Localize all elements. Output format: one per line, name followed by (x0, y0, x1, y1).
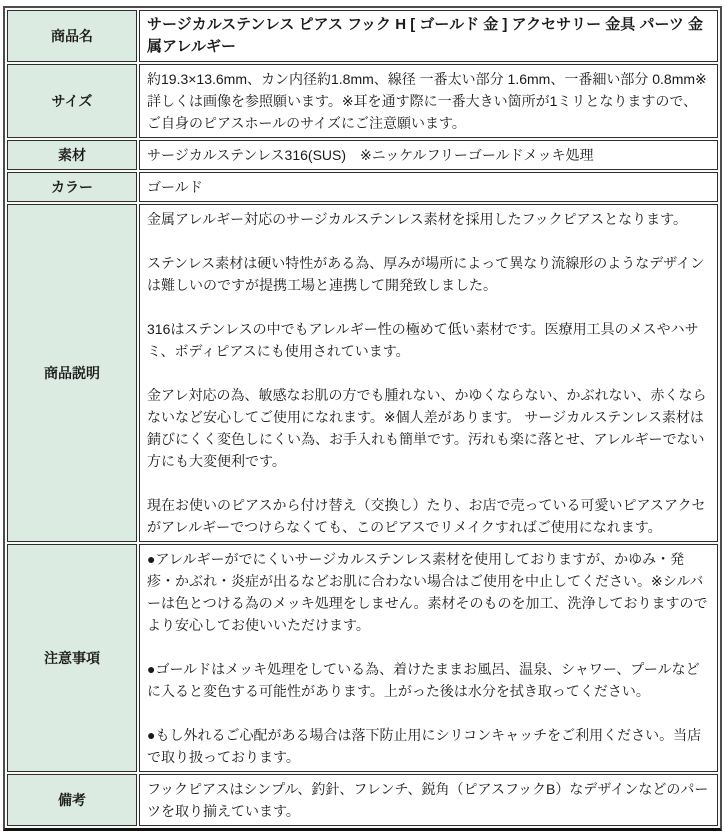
paragraph: ●もし外れるご心配がある場合は落下防止用にシリコンキャッチをご利用ください。当店で取り扱っております。 (147, 727, 702, 765)
product-spec-table (3, 6, 722, 831)
table-row-size (7, 64, 718, 138)
paragraph: 現在お使いのピアスから付け替え（交換し）たり、お店で売っている可愛いピアスアクセがアレルギーでつけらなくても、このピアスでリメイクすればご使用になれます。 (147, 497, 706, 535)
row-label: 商品説明 (7, 204, 137, 542)
row-content (139, 544, 718, 772)
row-content (139, 774, 718, 826)
paragraph: ゴールド (147, 179, 203, 195)
table-row-precautions (7, 544, 718, 772)
row-label: 素材 (7, 140, 137, 170)
paragraph: 金属アレルギー対応のサージカルステンレス素材を採用したフックピアスとなります。 (147, 211, 687, 227)
paragraph: サージカルステンレス316(SUS) ※ニッケルフリーゴールドメッキ処理 (147, 147, 594, 163)
table-row-product-name (7, 10, 718, 62)
row-label: サイズ (7, 64, 137, 138)
paragraph: 約19.3×13.6mm、カン内径約1.8mm、線径 一番太い部分 1.6mm、一番細い部分 0.8mm※詳しくは画像を参照願います。※耳を通す際に一番大きい箇所が1ミリとなりますので、ご自身のピアスホールのサイズにご注意願います。 (147, 71, 707, 131)
paragraph: ステンレス素材は硬い特性がある為、厚みが場所によって異なり流線形のようなデザインは難しいのですが提携工場と連携して開発致しました。 (147, 255, 705, 293)
paragraph: 316はステンレスの中でもアレルギー性の極めて低い素材です。医療用工具のメスやハサミ、ボディピアスにも使用されています。 (147, 321, 699, 359)
spec-table-body (7, 10, 718, 826)
paragraph: 金アレ対応の為、敏感なお肌の方でも腫れない、かゆくならない、かぶれない、赤くならないなど安心してご使用になれます。※個人差があります。 サージカルステンレス素材は錆びにくく変色しにくい為、お手入れも簡単です。汚れも楽に落とせ、アレルギーでない方にも大変便利です。 (147, 387, 707, 469)
row-label: 商品名 (7, 10, 137, 62)
paragraph: サージカルステンレス ピアス フック H [ ゴールド 金 ] アクセサリー 金具 パーツ 金属アレルギー (147, 16, 704, 55)
row-content (139, 10, 718, 62)
row-label: 備考 (7, 774, 137, 826)
paragraph: フックピアスはシンプル、釣針、フレンチ、鋭角（ピアスフックB）なデザインなどのパーツを取り揃えています。 (147, 781, 709, 819)
table-row-color (7, 172, 718, 202)
row-content (139, 172, 718, 202)
row-content (139, 140, 718, 170)
row-label: カラー (7, 172, 137, 202)
table-row-remarks (7, 774, 718, 826)
paragraph: ●ゴールドはメッキ処理をしている為、着けたままお風呂、温泉、シャワー、プールなどに入ると変色する可能性があります。上がった後は水分を拭き取ってください。 (147, 661, 700, 699)
table-row-description (7, 204, 718, 542)
row-label: 注意事項 (7, 544, 137, 772)
row-content (139, 64, 718, 138)
paragraph: ●アレルギーがでにくいサージカルステンレス素材を使用しておりますが、かゆみ・発疹・かぶれ・炎症が出るなどお肌に合わない場合はご使用を中止してください。※シルバーは色とつける為のメッキ処理をしません。素材そのものを加工、洗浄しておりますのでより安心してお使いいただけます。 (147, 551, 708, 633)
table-row-material (7, 140, 718, 170)
row-content (139, 204, 718, 542)
